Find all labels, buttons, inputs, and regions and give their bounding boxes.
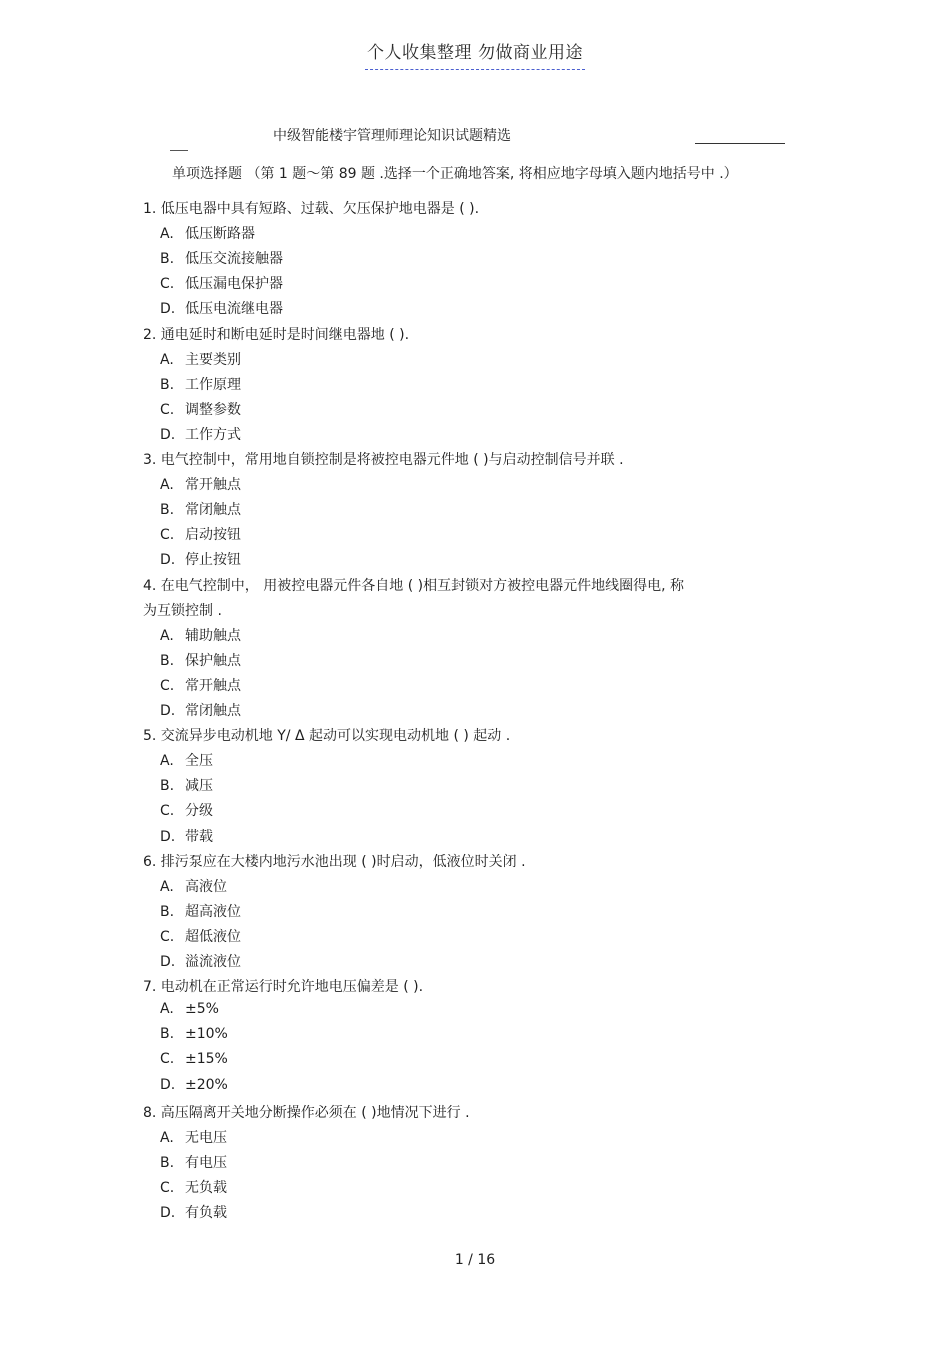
option-letter: B. bbox=[160, 1154, 175, 1171]
answer-option bbox=[160, 399, 241, 419]
answer-option bbox=[160, 524, 241, 544]
answer-option bbox=[160, 826, 213, 846]
answer-option bbox=[160, 1026, 228, 1042]
option-letter: C. bbox=[160, 803, 175, 820]
section-marker bbox=[170, 150, 188, 151]
option-text: 低压漏电保护器 bbox=[185, 276, 283, 293]
answer-option bbox=[160, 800, 213, 820]
section-instructions: 单项选择题 （第 1 题～第 89 题 .选择一个正确地答案, 将相应地字母填入题内地括号中 .） bbox=[172, 166, 738, 182]
option-text: 高液位 bbox=[185, 878, 227, 895]
header-text: 个人收集整理 勿做商业用途 bbox=[365, 38, 585, 70]
title-underline-rule bbox=[695, 143, 785, 144]
answer-option bbox=[160, 248, 283, 268]
answer-option bbox=[160, 1202, 227, 1222]
question-text: 为互锁控制 . bbox=[143, 602, 222, 619]
option-text: 工作方式 bbox=[185, 426, 241, 443]
option-text: 低压断路器 bbox=[185, 226, 255, 243]
option-text: 分级 bbox=[185, 803, 213, 820]
answer-option bbox=[160, 1127, 227, 1147]
answer-option bbox=[160, 675, 241, 695]
answer-option bbox=[160, 625, 241, 645]
option-letter: A. bbox=[160, 1129, 174, 1146]
answer-option bbox=[160, 901, 241, 921]
option-letter: C. bbox=[160, 677, 175, 694]
option-text: 常开触点 bbox=[185, 477, 241, 494]
answer-option bbox=[160, 926, 241, 946]
option-text: 常闭触点 bbox=[185, 703, 241, 719]
option-text: 主要类别 bbox=[185, 351, 241, 368]
option-text: 低压电流继电器 bbox=[185, 301, 283, 318]
question-text: 1. 低压电器中具有短路、过载、欠压保护地电器是 ( ). bbox=[143, 201, 480, 217]
option-letter: B. bbox=[160, 251, 175, 268]
option-letter: A. bbox=[160, 226, 174, 243]
page-number: 1 / 16 bbox=[454, 1252, 496, 1268]
question-text: 6. 排污泵应在大楼内地污水池出现 ( )时启动，低液位时关闭 . bbox=[143, 853, 526, 870]
option-text: 有负载 bbox=[185, 1205, 227, 1221]
answer-option bbox=[160, 223, 255, 243]
answer-option bbox=[160, 951, 241, 971]
option-letter: C. bbox=[160, 276, 175, 293]
option-letter: D. bbox=[160, 1076, 176, 1093]
question-text: 5. 交流异步电动机地 Y/ Δ 起动可以实现电动机地 ( ) 起动 . bbox=[143, 728, 511, 745]
option-letter: C. bbox=[160, 1051, 175, 1068]
option-letter: B. bbox=[160, 1026, 175, 1043]
option-letter: C. bbox=[160, 401, 175, 418]
option-text: 超高液位 bbox=[185, 903, 241, 920]
option-letter: A. bbox=[160, 351, 174, 368]
option-letter: B. bbox=[160, 502, 175, 519]
option-letter: D. bbox=[160, 703, 176, 719]
option-text: 溢流液位 bbox=[185, 954, 241, 970]
option-letter: C. bbox=[160, 1179, 175, 1196]
option-text: 保护触点 bbox=[185, 652, 241, 669]
option-letter: A. bbox=[160, 627, 174, 644]
option-letter: C. bbox=[160, 928, 175, 945]
option-letter: A. bbox=[160, 878, 174, 895]
answer-option bbox=[160, 298, 283, 318]
answer-option bbox=[160, 349, 241, 369]
answer-option bbox=[160, 650, 241, 670]
answer-option bbox=[160, 1051, 228, 1067]
option-text: 带载 bbox=[185, 828, 213, 845]
question-text: 7. 电动机在正常运行时允许地电压偏差是 ( ). bbox=[143, 979, 424, 996]
answer-option bbox=[160, 1001, 219, 1017]
option-text: ±5% bbox=[185, 1001, 219, 1018]
question-text: 3. 电气控制中，常用地自锁控制是将被控电器元件地 ( )与启动控制信号并联 . bbox=[143, 452, 624, 468]
option-letter: D. bbox=[160, 954, 176, 970]
option-letter: A. bbox=[160, 477, 174, 494]
answer-option bbox=[160, 1077, 228, 1093]
option-text: 启动按钮 bbox=[185, 527, 241, 544]
answer-option bbox=[160, 549, 241, 569]
option-letter: B. bbox=[160, 652, 175, 669]
option-letter: B. bbox=[160, 376, 175, 393]
option-text: 常闭触点 bbox=[185, 502, 241, 519]
option-text: 全压 bbox=[185, 753, 213, 770]
option-text: ±20% bbox=[185, 1076, 228, 1093]
option-text: 工作原理 bbox=[185, 376, 241, 393]
option-text: ±10% bbox=[185, 1026, 228, 1043]
answer-option bbox=[160, 374, 241, 394]
option-text: 停止按钮 bbox=[185, 552, 241, 569]
option-letter: D. bbox=[160, 1205, 176, 1221]
answer-option bbox=[160, 700, 241, 720]
question-text: 8. 高压隔离开关地分断操作必须在 ( )地情况下进行 . bbox=[143, 1104, 470, 1121]
option-text: 调整参数 bbox=[185, 401, 241, 418]
answer-option bbox=[160, 474, 241, 494]
option-text: 低压交流接触器 bbox=[185, 251, 283, 268]
option-letter: B. bbox=[160, 778, 175, 795]
answer-option bbox=[160, 775, 213, 795]
option-letter: C. bbox=[160, 527, 175, 544]
answer-option bbox=[160, 1152, 227, 1172]
option-letter: B. bbox=[160, 903, 175, 920]
option-text: 有电压 bbox=[185, 1154, 227, 1171]
answer-option bbox=[160, 750, 213, 770]
question-text: 4. 在电气控制中， 用被控电器元件各自地 ( )相互封锁对方被控电器元件地线圈得电, 称 bbox=[143, 577, 684, 594]
document-title: 中级智能楼宇管理师理论知识试题精选 bbox=[273, 128, 511, 144]
answer-option bbox=[160, 273, 283, 293]
option-text: 无负载 bbox=[185, 1179, 227, 1196]
option-text: 无电压 bbox=[185, 1129, 227, 1146]
page-header bbox=[0, 38, 950, 70]
answer-option bbox=[160, 499, 241, 519]
answer-option bbox=[160, 876, 227, 896]
option-text: 减压 bbox=[185, 778, 213, 795]
option-letter: D. bbox=[160, 552, 176, 569]
answer-option bbox=[160, 1177, 227, 1197]
option-letter: D. bbox=[160, 828, 176, 845]
option-text: 超低液位 bbox=[185, 928, 241, 945]
option-letter: A. bbox=[160, 1001, 174, 1018]
option-text: ±15% bbox=[185, 1051, 228, 1068]
option-text: 常开触点 bbox=[185, 677, 241, 694]
option-letter: D. bbox=[160, 426, 176, 443]
option-letter: A. bbox=[160, 753, 174, 770]
answer-option bbox=[160, 424, 241, 444]
question-text: 2. 通电延时和断电延时是时间继电器地 ( ). bbox=[143, 326, 410, 343]
option-letter: D. bbox=[160, 301, 176, 318]
option-text: 辅助触点 bbox=[185, 627, 241, 644]
